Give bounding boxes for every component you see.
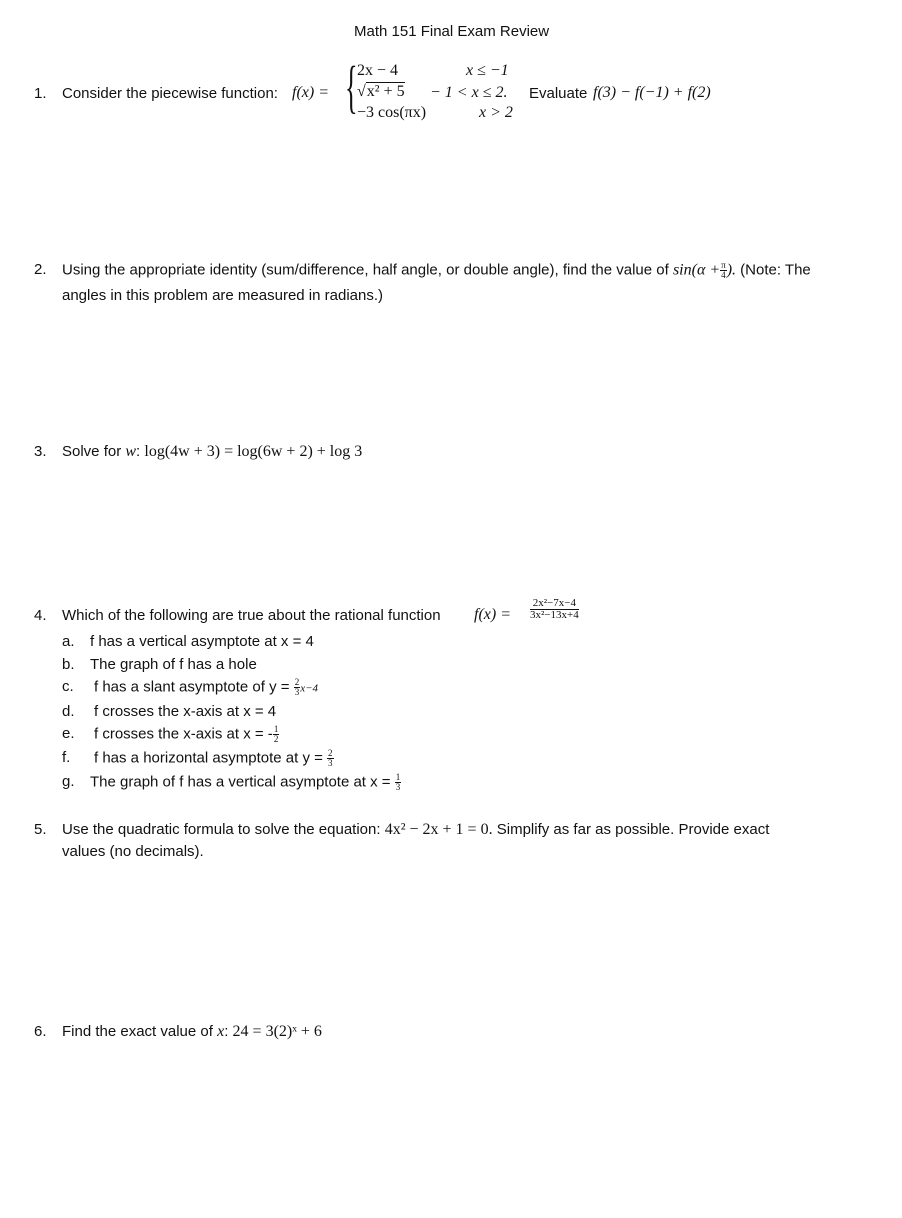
question-text: Use the quadratic formula to solve the equation: <box>62 821 385 838</box>
question-line-1 <box>62 1023 322 1041</box>
option-letter: e. <box>62 725 75 742</box>
equation: log(4w + 3) = log(6w + 2) + log 3 <box>144 443 363 460</box>
option-b: The graph of f has a hole <box>90 656 257 673</box>
case-expr: 2x − 4 <box>357 62 399 79</box>
fraction-den: 3 <box>395 782 401 792</box>
option-letter: a. <box>62 633 75 650</box>
question-text: Consider the piecewise function: <box>62 85 278 102</box>
option-text: f crosses the x-axis at x = - <box>94 725 273 743</box>
question-text: Which of the following are true about the rational function <box>62 607 441 624</box>
fraction-num: 2x²−7x−4 <box>530 598 579 610</box>
question-number: 3. <box>34 443 47 460</box>
variable: x <box>217 1023 225 1040</box>
fraction-num: π <box>721 260 726 270</box>
option-letter: f. <box>62 749 71 766</box>
case-expr-sqrt: √x² + 5 <box>357 83 405 100</box>
question-line-1 <box>62 821 769 839</box>
option-text: f has a horizontal asymptote at y = <box>94 749 323 767</box>
fraction-num: 1 <box>273 724 279 734</box>
fraction-den: 3 <box>294 687 300 697</box>
fraction <box>327 749 334 768</box>
option-g <box>90 773 401 792</box>
rational-function <box>530 598 579 621</box>
variable: w <box>125 443 137 460</box>
equation: 4x² − 2x + 1 = 0. <box>384 821 493 838</box>
colon: : <box>224 1023 233 1040</box>
option-a: f has a vertical asymptote at x = 4 <box>90 633 314 650</box>
question-number: 2. <box>34 261 47 278</box>
fraction-den: 3x²−13x+4 <box>530 609 579 621</box>
option-text-tail: x−4 <box>300 682 319 695</box>
note-text: (Note: The <box>736 261 811 279</box>
equation: 24 = 3(2)ˣ + 6 <box>232 1023 322 1040</box>
question-number: 5. <box>34 821 47 838</box>
option-letter: c. <box>62 678 74 695</box>
question-number: 4. <box>34 607 47 624</box>
question-line-1 <box>62 443 362 461</box>
option-c <box>94 678 318 697</box>
colon: : <box>136 443 145 460</box>
option-text: The graph of f has a vertical asymptote at x = <box>90 773 391 791</box>
page-title: Math 151 Final Exam Review <box>354 23 550 40</box>
fraction-num: 2 <box>328 748 333 758</box>
question-text-tail: Simplify as far as possible. Provide exact <box>492 821 770 838</box>
question-line-1 <box>62 261 811 280</box>
option-text: f has a slant asymptote of y = <box>94 678 290 696</box>
case-expr: −3 cos(πx) <box>357 104 427 121</box>
case-cond: x ≤ −1 <box>466 62 509 79</box>
evaluate-label: Evaluate <box>529 85 588 102</box>
case-expr: x² + 5 <box>366 83 405 100</box>
fraction-num: 1 <box>395 772 401 782</box>
fraction-den: 4 <box>721 270 726 280</box>
function-label: f(x) = <box>474 606 511 623</box>
question-number: 1. <box>34 85 47 102</box>
question-number: 6. <box>34 1023 47 1040</box>
math-expr-close: ). <box>726 261 737 279</box>
option-f <box>94 749 334 768</box>
option-d: f crosses the x-axis at x = 4 <box>94 703 277 720</box>
fraction <box>395 773 402 792</box>
piecewise-brace: { <box>345 54 358 119</box>
evaluate-expr: f(3) − f(−1) + f(2) <box>593 84 711 101</box>
option-e <box>94 725 279 744</box>
question-text: Using the appropriate identity (sum/difference, half angle, or double angle), find the value of <box>62 261 673 279</box>
case-cond: − 1 < x ≤ 2. <box>430 84 508 101</box>
option-letter: g. <box>62 773 75 790</box>
fraction-den: 3 <box>328 758 333 768</box>
function-label: f(x) = <box>292 84 329 101</box>
question-line-2: values (no decimals). <box>62 843 204 860</box>
fraction <box>273 725 280 744</box>
option-letter: b. <box>62 656 75 673</box>
fraction <box>530 598 579 621</box>
question-text: Find the exact value of <box>62 1023 218 1040</box>
fraction-den: 2 <box>273 734 279 744</box>
math-expr: sin(α + <box>672 261 721 279</box>
question-text: Solve for <box>62 443 126 460</box>
case-cond: x > 2 <box>479 104 513 121</box>
option-letter: d. <box>62 703 75 720</box>
question-line-2: angles in this problem are measured in radians.) <box>62 287 383 304</box>
fraction-num: 2 <box>294 677 300 687</box>
